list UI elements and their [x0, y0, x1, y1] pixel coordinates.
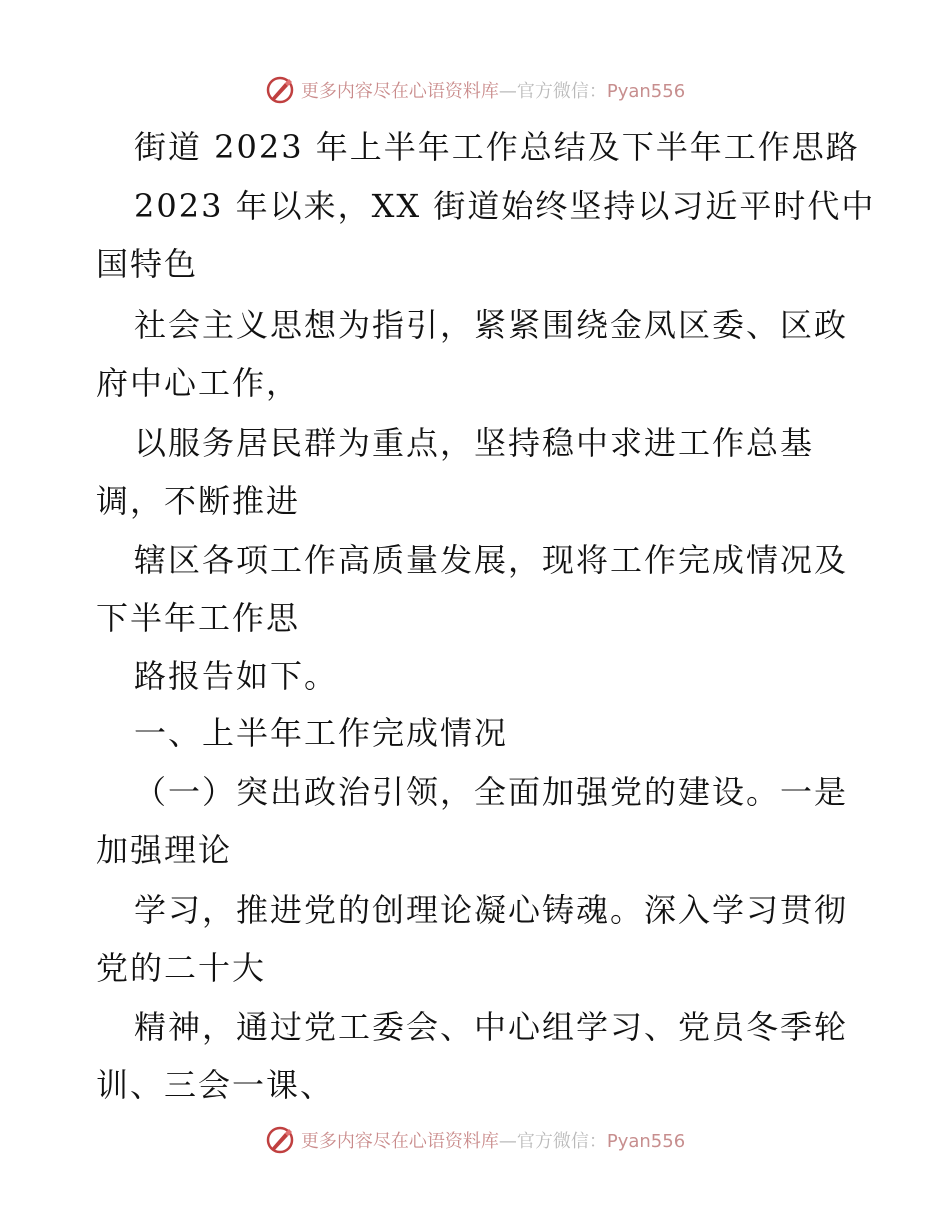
watermark-wechat-id: Pyan556: [606, 81, 686, 102]
paragraph-line: 社会主义思想为指引，紧紧围绕金凤区委、区政: [134, 306, 849, 344]
watermark-wechat-id: Pyan556: [606, 1131, 686, 1152]
paragraph-line: 加强理论: [96, 831, 233, 869]
paragraph-line: 路报告如下。: [134, 657, 339, 695]
paragraph-line: 府中心工作，: [96, 364, 301, 402]
header-watermark-banner: [0, 70, 950, 110]
subsection-heading-line: （一）突出政治引领，全面加强党的建设。一是: [134, 773, 849, 811]
pen-logo-icon: [265, 75, 295, 105]
watermark-site-name: 更多内容尽在心语资料库: [300, 81, 499, 102]
pen-logo-icon: [265, 1125, 295, 1155]
paragraph-line: 辖区各项工作高质量发展，现将工作完成情况及: [134, 541, 849, 579]
paragraph-line: 国特色: [96, 245, 199, 283]
paragraph-line: 以服务居民群为重点，坚持稳中求进工作总基: [134, 424, 815, 462]
paragraph-line: 下半年工作思: [96, 599, 301, 637]
document-title: 街道 2023 年上半年工作总结及下半年工作思路: [134, 128, 860, 166]
watermark-site-name: 更多内容尽在心语资料库: [300, 1131, 499, 1152]
header-watermark-text: [301, 77, 685, 103]
watermark-label: —官方微信：: [498, 1131, 607, 1152]
footer-watermark-text: [301, 1127, 685, 1153]
watermark-label: —官方微信：: [498, 81, 607, 102]
paragraph-line: 训、三会一课、: [96, 1066, 335, 1104]
paragraph-line: 精神，通过党工委会、中心组学习、党员冬季轮: [134, 1008, 849, 1046]
paragraph-line: 学习，推进党的创理论凝心铸魂。深入学习贯彻: [134, 891, 849, 929]
section-heading: 一、上半年工作完成情况: [134, 714, 509, 752]
paragraph-line: 2023 年以来，XX 街道始终坚持以习近平时代中: [134, 187, 876, 225]
paragraph-line: 党的二十大: [96, 949, 267, 987]
paragraph-line: 调，不断推进: [96, 482, 301, 520]
footer-watermark-banner: [0, 1120, 950, 1160]
